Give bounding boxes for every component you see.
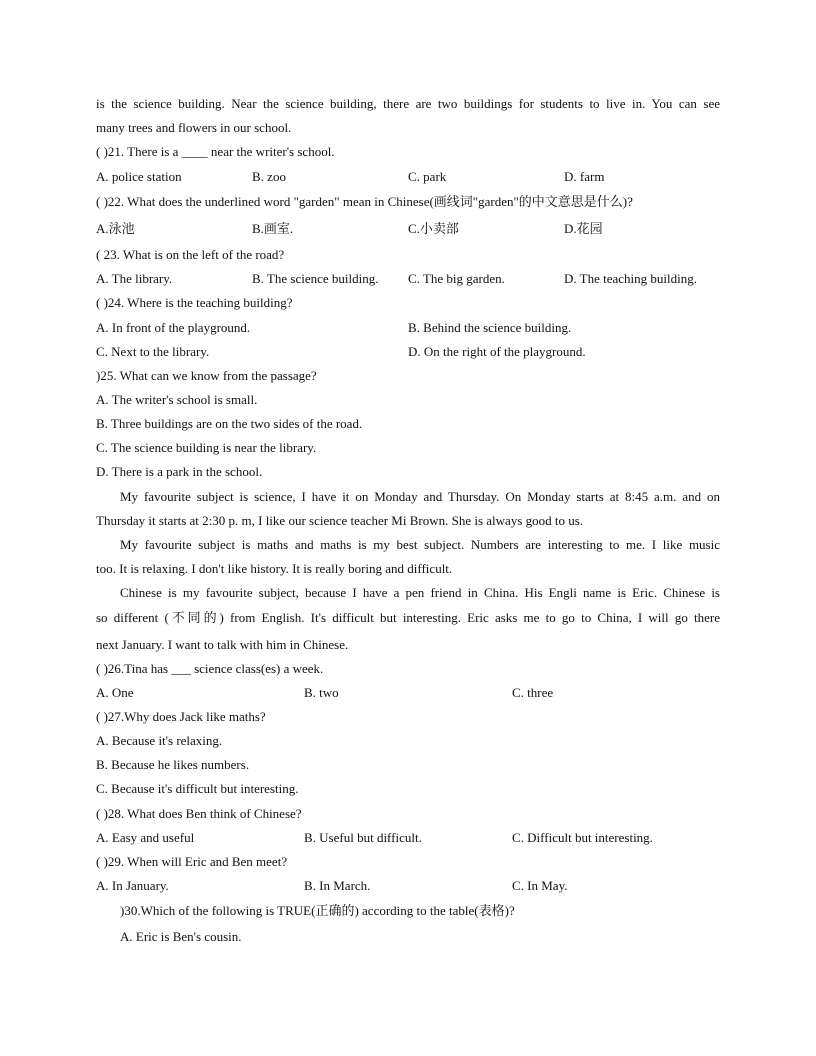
passage2-p3-line1: Chinese is my favourite subject, because I have a pen friend in China. His Engli name is Eric. Chinese is [120,585,720,600]
question-25-stem: )25. What can we know from the passage? [96,368,317,383]
q26-option-a: A. One [96,685,134,700]
q29-option-a: A. In January. [96,878,169,893]
q25-option-c: C. The science building is near the library. [96,440,317,455]
q29-option-c: C. In May. [512,878,568,893]
question-27-stem: ( )27.Why does Jack like maths? [96,709,266,724]
passage2-p3-line3: next January. I want to talk with him in Chinese. [96,637,349,652]
q23-option-d: D. The teaching building. [564,271,697,286]
question-23-stem: ( 23. What is on the left of the road? [96,247,285,262]
passage2-p1-line1: My favourite subject is science, I have it on Monday and Thursday. On Monday starts at 8:45 a.m. and on [120,489,720,504]
q28-option-b: B. Useful but difficult. [304,830,422,845]
q24-option-a: A. In front of the playground. [96,320,251,335]
q22-option-b: B.画室. [252,221,294,236]
q21-option-b: B. zoo [252,169,286,184]
question-22-stem: ( )22. What does the underlined word "garden" mean in Chinese(画线词"garden"的中文意思是什么)? [96,194,633,209]
q30-option-a: A. Eric is Ben's cousin. [120,929,242,944]
question-28-stem: ( )28. What does Ben think of Chinese? [96,806,302,821]
q27-option-c: C. Because it's difficult but interesting. [96,781,299,796]
q25-option-b: B. Three buildings are on the two sides of the road. [96,416,363,431]
q26-option-c: C. three [512,685,554,700]
q28-option-c: C. Difficult but interesting. [512,830,653,845]
q25-option-d: D. There is a park in the school. [96,464,263,479]
q25-option-a: A. The writer's school is small. [96,392,258,407]
passage2-p2-line1: My favourite subject is maths and maths is my best subject. Numbers are interesting to me. I like music [120,537,720,552]
question-21-stem: ( )21. There is a ____ near the writer's school. [96,144,335,159]
q29-option-b: B. In March. [304,878,371,893]
passage1-line2: many trees and flowers in our school. [96,120,292,135]
question-26-stem: ( )26.Tina has ___ science class(es) a week. [96,661,324,676]
q24-option-c: C. Next to the library. [96,344,210,359]
q22-option-d: D.花园 [564,221,603,236]
q21-option-d: D. farm [564,169,605,184]
q24-option-d: D. On the right of the playground. [408,344,586,359]
q23-option-c: C. The big garden. [408,271,505,286]
question-29-stem: ( )29. When will Eric and Ben meet? [96,854,288,869]
passage2-p1-line2: Thursday it starts at 2:30 p. m, I like our science teacher Mi Brown. She is always good to us. [96,513,584,528]
passage2-p2-line2: too. It is relaxing. I don't like history. It is really boring and difficult. [96,561,453,576]
q22-option-a: A.泳池 [96,221,135,236]
q27-option-a: A. Because it's relaxing. [96,733,223,748]
q24-option-b: B. Behind the science building. [408,320,572,335]
q22-option-c: C.小卖部 [408,221,459,236]
q23-option-a: A. The library. [96,271,173,286]
q26-option-b: B. two [304,685,339,700]
q28-option-a: A. Easy and useful [96,830,195,845]
q27-option-b: B. Because he likes numbers. [96,757,250,772]
question-24-stem: ( )24. Where is the teaching building? [96,295,293,310]
passage1-line1: is the science building. Near the science building, there are two buildings for students to live in. You can see [96,96,720,111]
question-30-stem: )30.Which of the following is TRUE(正确的) according to the table(表格)? [120,903,515,918]
passage2-p3-line2: so different (不同的) from English. It's difficult but interesting. Eric asks me to go to China, I will go there [96,610,720,625]
q23-option-b: B. The science building. [252,271,379,286]
q21-option-a: A. police station [96,169,182,184]
q21-option-c: C. park [408,169,447,184]
